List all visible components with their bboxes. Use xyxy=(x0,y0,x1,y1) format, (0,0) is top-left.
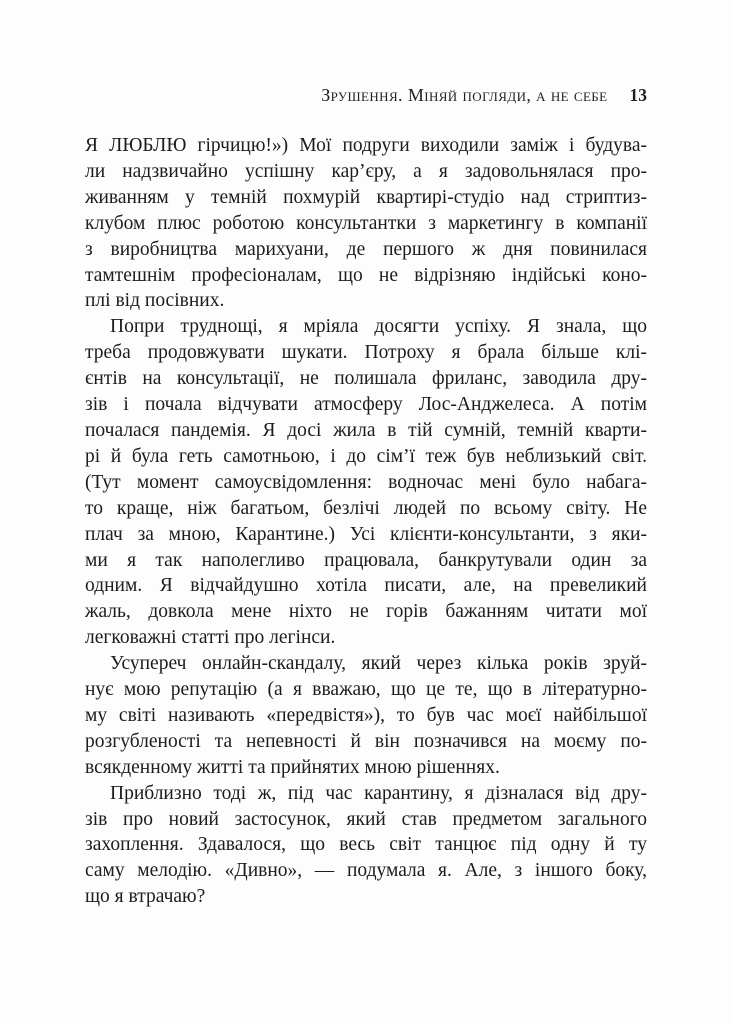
paragraph xyxy=(85,133,647,314)
body-text xyxy=(85,133,647,910)
text-line: рі й була геть самотньою, і до сім’ї теж був неблизький світ. xyxy=(85,445,647,467)
running-title: Зрушення. Міняй погляди, а не себе xyxy=(321,85,608,105)
paragraph xyxy=(85,651,647,781)
text-line: почалася пандемія. Я досі жила в тій сумній, темній кварти- xyxy=(85,419,647,441)
text-line: єнтів на консультації, не полишала фриланс, заводила дру- xyxy=(85,368,647,390)
text-line: зів про новий застосунок, який став предметом загального xyxy=(85,808,647,830)
text-line: живанням у темній похмурій квартирі-студіо над стриптиз- xyxy=(85,186,647,208)
text-line: му світі називають «передвістя»), то був час моєї найбільшої xyxy=(85,704,647,726)
text-line: всякденному житті та прийнятих мною рішеннях. xyxy=(85,756,500,778)
text-line: Я ЛЮБЛЮ гірчицю!») Мої подруги виходили заміж і будува- xyxy=(85,135,647,156)
text-line: тамтешнім професіоналам, що не відрізняю індійські коно- xyxy=(85,264,647,286)
paragraph xyxy=(85,781,647,911)
text-line: нує мою репутацію (а я вважаю, що це те, що в літературно- xyxy=(85,679,647,701)
text-line: ми я так наполегливо працювала, банкрутували один за xyxy=(85,549,647,571)
text-line: клубом плюс роботою консультантки з маркетингу в компанії xyxy=(85,212,647,234)
text-line: зів і почала відчувати атмосферу Лос-Анджелеса. А потім xyxy=(85,394,647,416)
text-line: жаль, довкола мене ніхто не горів бажанням читати мої xyxy=(85,601,647,623)
text-line: розгубленості та непевності й він позначився на моєму по- xyxy=(85,730,647,752)
text-line: плач за мною, Карантине.) Усі клієнти-консультанти, з яки- xyxy=(85,523,647,545)
text-line: (Тут момент самоусвідомлення: водночас мені було набага- xyxy=(85,471,647,493)
page-header xyxy=(85,85,647,106)
paragraph xyxy=(85,314,647,651)
page-number: 13 xyxy=(629,85,647,105)
text-line: захоплення. Здавалося, що весь світ танцює під одну й ту xyxy=(85,834,647,856)
text-line: Усупереч онлайн-скандалу, який через кілька років зруй- xyxy=(110,653,647,675)
text-line: Попри труднощі, я мріяла досягти успіху. Я знала, що xyxy=(110,316,647,338)
text-line: легковажні статті про легінси. xyxy=(85,627,336,649)
text-line: Приблизно тоді ж, під час карантину, я дізналася від дру- xyxy=(110,782,647,804)
text-line: плі від посівних. xyxy=(85,290,225,312)
text-line: з виробництва марихуани, де першого ж дня повинилася xyxy=(85,238,647,260)
text-line: саму мелодію. «Дивно», — подумала я. Але, з іншого боку, xyxy=(85,860,647,882)
text-line: ли надзвичайно успішну кар’єру, а я задовольнялася про- xyxy=(85,160,647,182)
text-line: що я втрачаю? xyxy=(85,886,206,908)
text-line: то краще, ніж багатьом, безлічі людей по всьому світу. Не xyxy=(85,497,647,519)
text-line: одним. Я відчайдушно хотіла писати, але, на превеликий xyxy=(85,575,647,597)
text-line: треба продовжувати шукати. Потроху я брала більше клі- xyxy=(85,342,647,364)
